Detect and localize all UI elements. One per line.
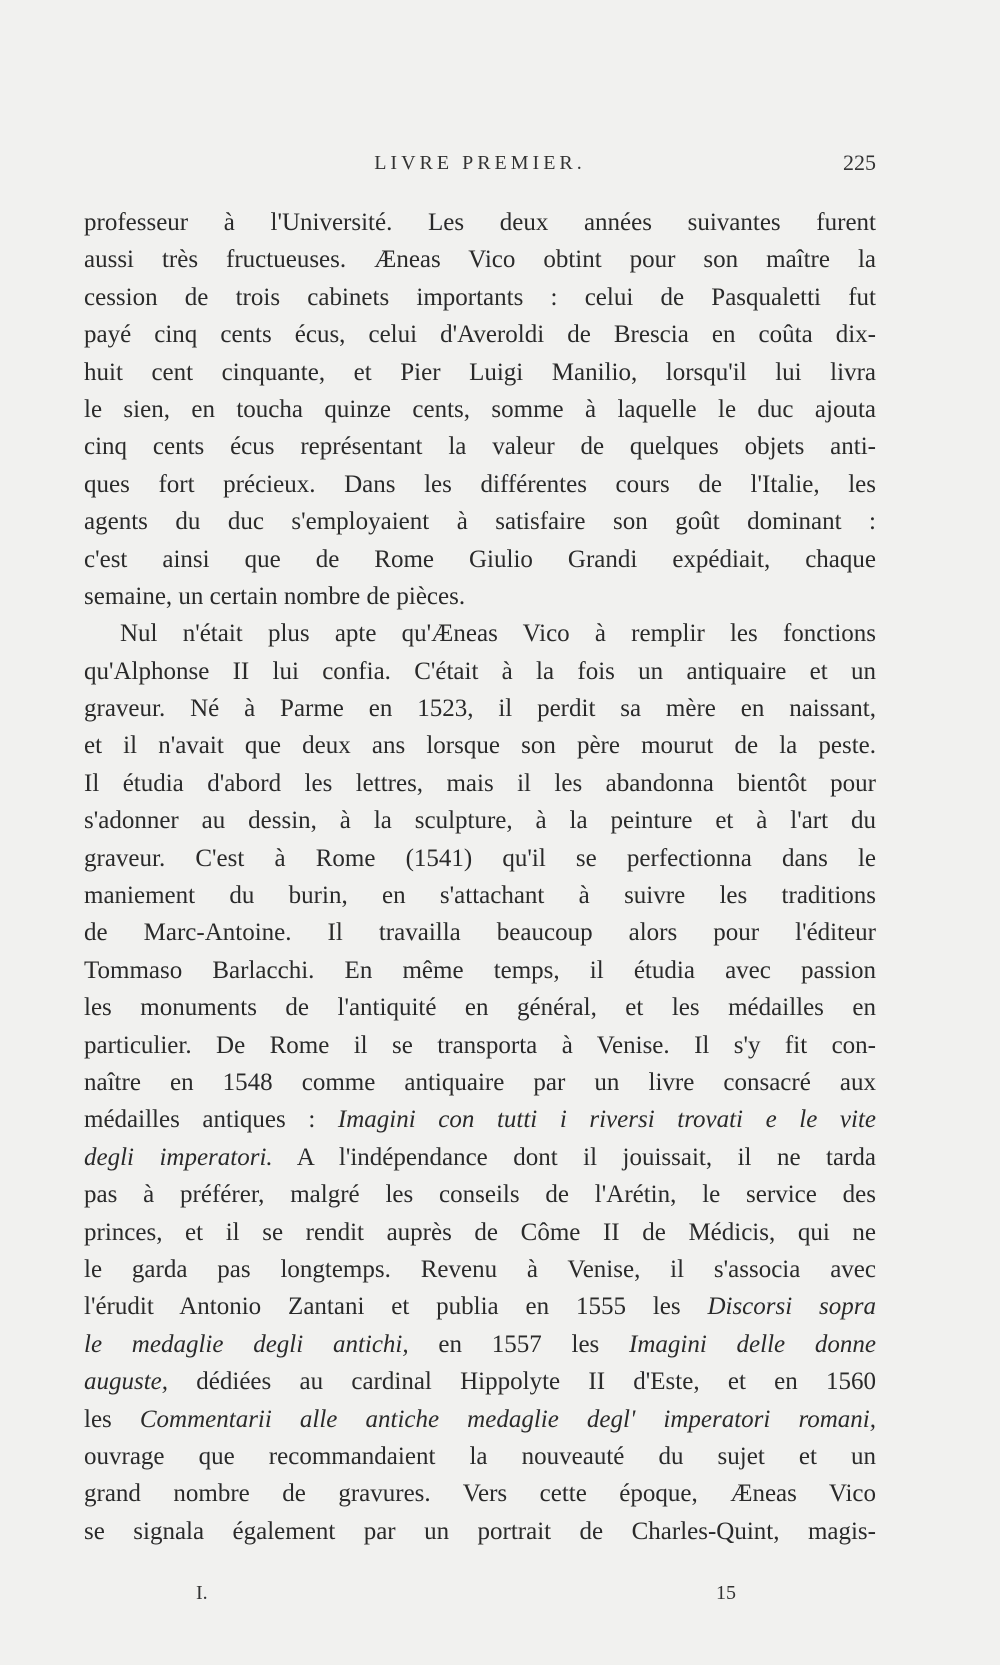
page-header	[84, 152, 876, 192]
text-line: degli imperatori. A l'indépendance dont il jouissait, il ne tarda	[84, 1143, 876, 1171]
text-line: le garda pas longtemps. Revenu à Venise, il s'associa avec	[84, 1255, 876, 1283]
text-line: huit cent cinquante, et Pier Luigi Manilio, lorsqu'il lui livra	[84, 358, 876, 386]
running-head: LIVRE PREMIER.	[374, 152, 586, 174]
text-line: aussi très fructueuses. Æneas Vico obtint pour son maître la	[84, 246, 876, 274]
text-line: le sien, en toucha quinze cents, somme à laquelle le duc ajouta	[84, 395, 876, 423]
text-line: ouvrage que recommandaient la nouveauté du sujet et un	[84, 1442, 876, 1470]
text-line: graveur. Né à Parme en 1523, il perdit sa mère en naissant,	[84, 695, 876, 723]
text-line: qu'Alphonse II lui confia. C'était à la fois un antiquaire et un	[84, 657, 876, 685]
text-line: et il n'avait que deux ans lorsque son père mourut de la peste.	[84, 732, 876, 760]
text-line: maniement du burin, en s'attachant à suivre les traditions	[84, 882, 876, 910]
page-footer	[84, 1582, 876, 1612]
text-line: princes, et il se rendit auprès de Côme II de Médicis, qui ne	[84, 1218, 876, 1246]
text-line: c'est ainsi que de Rome Giulio Grandi expédiait, chaque	[84, 545, 876, 573]
text-line: cinq cents écus représentant la valeur de quelques objets anti-	[84, 433, 876, 461]
text-line: les Commentarii alle antiche medaglie degl' imperatori romani,	[84, 1405, 876, 1433]
signature-number: 15	[716, 1582, 736, 1604]
text-line: Nul n'était plus apte qu'Æneas Vico à remplir les fonctions	[120, 620, 876, 648]
text-line: se signala également par un portrait de Charles-Quint, magis-	[84, 1517, 876, 1545]
text-line: payé cinq cents écus, celui d'Averoldi de Brescia en coûta dix-	[84, 321, 876, 349]
text-line: auguste, dédiées au cardinal Hippolyte II d'Este, et en 1560	[84, 1368, 876, 1396]
text-line: les monuments de l'antiquité en général, et les médailles en	[84, 994, 876, 1022]
text-line: médailles antiques : Imagini con tutti i riversi trovati e le vite	[84, 1106, 877, 1134]
signature-mark: I.	[196, 1582, 208, 1604]
text-line: ques fort précieux. Dans les différentes cours de l'Italie, les	[84, 470, 876, 498]
text-line: particulier. De Rome il se transporta à Venise. Il s'y fit con-	[84, 1031, 876, 1059]
text-line: professeur à l'Université. Les deux années suivantes furent	[84, 209, 876, 236]
text-line: le medaglie degli antichi, en 1557 les Imagini delle donne	[84, 1330, 876, 1358]
text-line: pas à préférer, malgré les conseils de l'Arétin, le service des	[84, 1181, 876, 1209]
text-line: s'adonner au dessin, à la sculpture, à la peinture et à l'art du	[84, 807, 876, 835]
text-line: de Marc-Antoine. Il travailla beaucoup alors pour l'éditeur	[84, 919, 876, 947]
text-line: graveur. C'est à Rome (1541) qu'il se perfectionna dans le	[84, 844, 876, 872]
page-number: 225	[843, 150, 876, 175]
text-line: l'érudit Antonio Zantani et publia en 1555 les Discorsi sopra	[84, 1293, 876, 1321]
text-line: Il étudia d'abord les lettres, mais il les abandonna bientôt pour	[84, 769, 876, 797]
text-line: Tommaso Barlacchi. En même temps, il étudia avec passion	[84, 956, 876, 984]
text-line: agents du duc s'employaient à satisfaire son goût dominant :	[84, 508, 876, 536]
text-line: semaine, un certain nombre de pièces.	[84, 582, 466, 610]
text-line: naître en 1548 comme antiquaire par un livre consacré aux	[84, 1068, 876, 1096]
text-line: grand nombre de gravures. Vers cette époque, Æneas Vico	[84, 1480, 876, 1508]
body-text	[84, 204, 876, 1550]
text-line: cession de trois cabinets importants : celui de Pasqualetti fut	[84, 283, 876, 311]
